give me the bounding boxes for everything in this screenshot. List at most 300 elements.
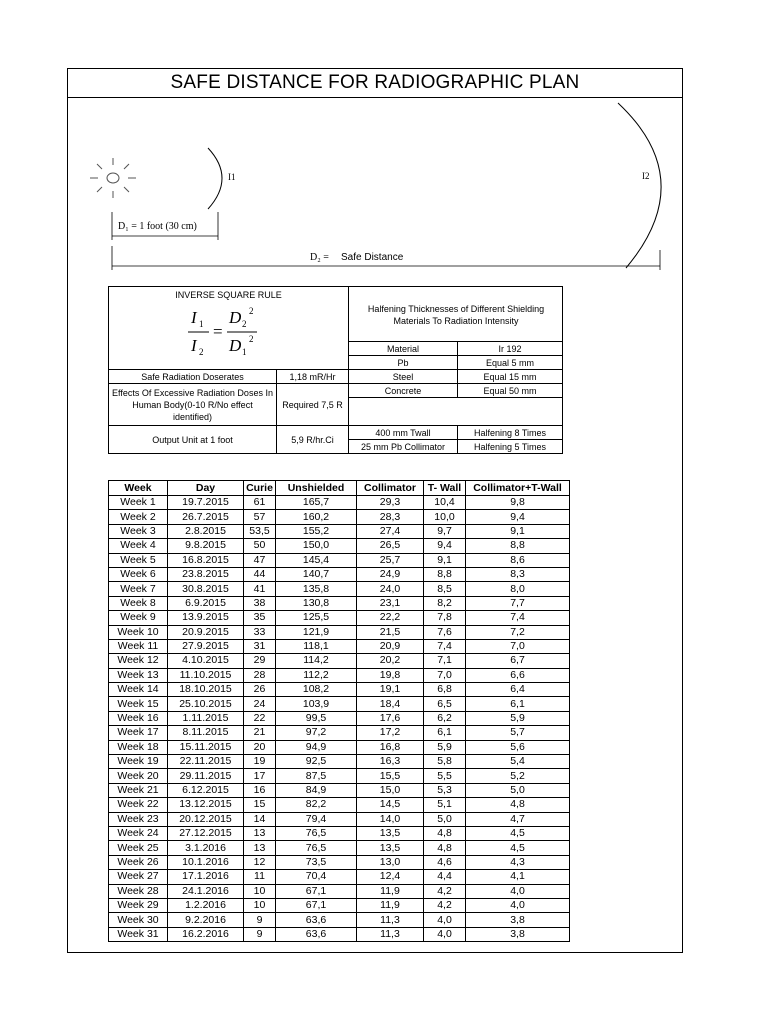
cell-unshielded: 63,6 [276, 927, 357, 941]
cell-day: 25.10.2015 [168, 697, 244, 711]
cell-collimator-t-wall: 9,4 [466, 510, 570, 524]
cell-day: 8.11.2015 [168, 726, 244, 740]
cell-unshielded: 82,2 [276, 798, 357, 812]
cell-t-wall: 9,4 [424, 539, 466, 553]
table-row [109, 524, 570, 538]
header-day: Day [168, 481, 244, 496]
cell-collimator: 19,8 [357, 668, 424, 682]
cell-unshielded: 140,7 [276, 567, 357, 581]
cell-collimator: 24,0 [357, 582, 424, 596]
table-row [109, 870, 570, 884]
cell-collimator-t-wall: 4,8 [466, 798, 570, 812]
cell-unshielded: 76,5 [276, 826, 357, 840]
cell-week: Week 6 [109, 567, 168, 581]
collimator-label: 25 mm Pb Collimator [348, 439, 458, 454]
material-concrete: Concrete [348, 383, 458, 398]
cell-week: Week 18 [109, 740, 168, 754]
distance-diagram [0, 0, 768, 290]
cell-curie: 47 [244, 553, 276, 567]
cell-collimator: 15,0 [357, 783, 424, 797]
cell-collimator: 11,9 [357, 898, 424, 912]
table-row [109, 769, 570, 783]
table-row [109, 740, 570, 754]
cell-day: 19.7.2015 [168, 496, 244, 510]
cell-week: Week 7 [109, 582, 168, 596]
cell-curie: 28 [244, 668, 276, 682]
cell-week: Week 26 [109, 855, 168, 869]
cell-t-wall: 5,5 [424, 769, 466, 783]
cell-t-wall: 4,6 [424, 855, 466, 869]
cell-curie: 31 [244, 639, 276, 653]
formula-d2-sub: 2 [241, 319, 246, 329]
table-row [109, 812, 570, 826]
cell-collimator-t-wall: 6,7 [466, 654, 570, 668]
cell-collimator: 12,4 [357, 870, 424, 884]
cell-curie: 61 [244, 496, 276, 510]
cell-unshielded: 114,2 [276, 654, 357, 668]
table-row [109, 611, 570, 625]
cell-curie: 13 [244, 826, 276, 840]
cell-unshielded: 108,2 [276, 683, 357, 697]
cell-day: 6.9.2015 [168, 596, 244, 610]
table-row [109, 855, 570, 869]
formula-i1-sub: 1 [198, 319, 203, 329]
cell-t-wall: 7,6 [424, 625, 466, 639]
material-pb: Pb [348, 355, 458, 370]
cell-curie: 22 [244, 711, 276, 725]
cell-collimator-t-wall: 6,1 [466, 697, 570, 711]
cell-unshielded: 112,2 [276, 668, 357, 682]
cell-unshielded: 150,0 [276, 539, 357, 553]
cell-collimator: 13,5 [357, 841, 424, 855]
cell-unshielded: 99,5 [276, 711, 357, 725]
cell-unshielded: 118,1 [276, 639, 357, 653]
cell-collimator-t-wall: 8,8 [466, 539, 570, 553]
header-t-wall: T- Wall [424, 481, 466, 496]
cell-unshielded: 67,1 [276, 884, 357, 898]
cell-day: 20.12.2015 [168, 812, 244, 826]
cell-week: Week 1 [109, 496, 168, 510]
cell-t-wall: 6,1 [424, 726, 466, 740]
label-i2: I2 [642, 171, 650, 181]
cell-collimator-t-wall: 5,7 [466, 726, 570, 740]
cell-collimator: 26,5 [357, 539, 424, 553]
collimator-value: Halfening 5 Times [457, 439, 563, 454]
cell-day: 11.10.2015 [168, 668, 244, 682]
cell-unshielded: 94,9 [276, 740, 357, 754]
table-row [109, 668, 570, 682]
cell-curie: 13 [244, 841, 276, 855]
cell-collimator-t-wall: 7,2 [466, 625, 570, 639]
cell-collimator-t-wall: 4,0 [466, 884, 570, 898]
cell-week: Week 27 [109, 870, 168, 884]
cell-curie: 50 [244, 539, 276, 553]
table-row [109, 596, 570, 610]
cell-collimator: 20,9 [357, 639, 424, 653]
cell-collimator: 14,0 [357, 812, 424, 826]
inverse-square-title: INVERSE SQUARE RULE [175, 290, 282, 300]
cell-curie: 9 [244, 913, 276, 927]
output-value: 5,9 R/hr.Ci [276, 425, 349, 454]
cell-week: Week 21 [109, 783, 168, 797]
formula-i1: I [190, 308, 197, 327]
cell-day: 10.1.2016 [168, 855, 244, 869]
cell-collimator-t-wall: 5,6 [466, 740, 570, 754]
cell-unshielded: 160,2 [276, 510, 357, 524]
cell-t-wall: 6,8 [424, 683, 466, 697]
table-row [109, 625, 570, 639]
cell-collimator: 23,1 [357, 596, 424, 610]
cell-unshielded: 125,5 [276, 611, 357, 625]
material-steel: Steel [348, 369, 458, 384]
cell-collimator: 24,9 [357, 567, 424, 581]
cell-curie: 38 [244, 596, 276, 610]
table-row [109, 841, 570, 855]
cell-collimator-t-wall: 7,4 [466, 611, 570, 625]
halfening-title: Halfening Thicknesses of Different Shielding Materials To Radiation Intensity [348, 287, 563, 342]
cell-t-wall: 8,2 [424, 596, 466, 610]
cell-collimator-t-wall: 4,3 [466, 855, 570, 869]
cell-collimator: 25,7 [357, 553, 424, 567]
cell-collimator-t-wall: 6,6 [466, 668, 570, 682]
cell-collimator: 18,4 [357, 697, 424, 711]
cell-unshielded: 130,8 [276, 596, 357, 610]
cell-day: 9.8.2015 [168, 539, 244, 553]
label-i1: I1 [228, 172, 236, 182]
cell-t-wall: 4,8 [424, 826, 466, 840]
effects-value: Required 7,5 R [276, 383, 349, 426]
cell-unshielded: 70,4 [276, 870, 357, 884]
intensity-arc-i2 [618, 103, 661, 268]
cell-curie: 9 [244, 927, 276, 941]
table-row [109, 711, 570, 725]
cell-week: Week 20 [109, 769, 168, 783]
cell-t-wall: 10,0 [424, 510, 466, 524]
table-row [109, 913, 570, 927]
cell-day: 2.8.2015 [168, 524, 244, 538]
table-row [109, 783, 570, 797]
cell-curie: 10 [244, 884, 276, 898]
cell-collimator-t-wall: 3,8 [466, 913, 570, 927]
cell-day: 4.10.2015 [168, 654, 244, 668]
header-curie: Curie [244, 481, 276, 496]
inverse-square-formula [179, 305, 279, 359]
cell-week: Week 3 [109, 524, 168, 538]
cell-t-wall: 5,9 [424, 740, 466, 754]
cell-t-wall: 9,1 [424, 553, 466, 567]
cell-week: Week 16 [109, 711, 168, 725]
cell-t-wall: 7,4 [424, 639, 466, 653]
cell-week: Week 25 [109, 841, 168, 855]
cell-collimator: 15,5 [357, 769, 424, 783]
cell-collimator-t-wall: 5,2 [466, 769, 570, 783]
cell-curie: 14 [244, 812, 276, 826]
cell-collimator: 16,3 [357, 755, 424, 769]
cell-curie: 29 [244, 654, 276, 668]
table-row [109, 726, 570, 740]
material-pb-value: Equal 5 mm [457, 355, 563, 370]
cell-day: 22.11.2015 [168, 755, 244, 769]
cell-collimator: 11,3 [357, 913, 424, 927]
cell-collimator-t-wall: 5,9 [466, 711, 570, 725]
info-box [108, 286, 563, 454]
cell-collimator-t-wall: 4,5 [466, 841, 570, 855]
cell-day: 17.1.2016 [168, 870, 244, 884]
cell-week: Week 15 [109, 697, 168, 711]
cell-unshielded: 92,5 [276, 755, 357, 769]
cell-day: 30.8.2015 [168, 582, 244, 596]
cell-unshielded: 67,1 [276, 898, 357, 912]
cell-unshielded: 121,9 [276, 625, 357, 639]
cell-t-wall: 6,5 [424, 697, 466, 711]
cell-collimator: 13,5 [357, 826, 424, 840]
cell-day: 1.2.2016 [168, 898, 244, 912]
table-row [109, 582, 570, 596]
cell-week: Week 17 [109, 726, 168, 740]
cell-collimator: 17,2 [357, 726, 424, 740]
cell-collimator-t-wall: 5,0 [466, 783, 570, 797]
intensity-arc-i1 [208, 148, 222, 209]
cell-unshielded: 84,9 [276, 783, 357, 797]
safe-doserates-label: Safe Radiation Doserates [108, 369, 277, 384]
cell-t-wall: 5,3 [424, 783, 466, 797]
cell-day: 23.8.2015 [168, 567, 244, 581]
label-safe-distance: Safe Distance [341, 252, 404, 263]
cell-week: Week 9 [109, 611, 168, 625]
label-d2: D₂ = [310, 252, 329, 263]
cell-curie: 17 [244, 769, 276, 783]
table-row [109, 639, 570, 653]
table-row [109, 927, 570, 941]
table-row [109, 654, 570, 668]
cell-week: Week 5 [109, 553, 168, 567]
effects-label: Effects Of Excessive Radiation Doses In Human Body(0-10 R/No effect identified) [108, 383, 277, 426]
cell-day: 1.11.2015 [168, 711, 244, 725]
cell-collimator: 16,8 [357, 740, 424, 754]
cell-curie: 35 [244, 611, 276, 625]
cell-curie: 24 [244, 697, 276, 711]
header-collimator-t-wall: Collimator+T-Wall [466, 481, 570, 496]
table-row [109, 826, 570, 840]
cell-curie: 12 [244, 855, 276, 869]
cell-curie: 15 [244, 798, 276, 812]
cell-day: 6.12.2015 [168, 783, 244, 797]
cell-t-wall: 4,2 [424, 884, 466, 898]
cell-curie: 33 [244, 625, 276, 639]
page-title: SAFE DISTANCE FOR RADIOGRAPHIC PLAN [68, 69, 682, 98]
cell-day: 3.1.2016 [168, 841, 244, 855]
cell-unshielded: 97,2 [276, 726, 357, 740]
cell-day: 27.12.2015 [168, 826, 244, 840]
table-row [109, 510, 570, 524]
cell-day: 20.9.2015 [168, 625, 244, 639]
cell-collimator-t-wall: 8,3 [466, 567, 570, 581]
cell-curie: 10 [244, 898, 276, 912]
table-row [109, 798, 570, 812]
cell-week: Week 12 [109, 654, 168, 668]
cell-week: Week 28 [109, 884, 168, 898]
cell-t-wall: 7,8 [424, 611, 466, 625]
cell-collimator-t-wall: 4,1 [466, 870, 570, 884]
cell-t-wall: 4,8 [424, 841, 466, 855]
cell-week: Week 22 [109, 798, 168, 812]
cell-week: Week 29 [109, 898, 168, 912]
cell-day: 13.9.2015 [168, 611, 244, 625]
safe-doserates-value: 1,18 mR/Hr [276, 369, 349, 384]
table-row [109, 496, 570, 510]
cell-t-wall: 4,4 [424, 870, 466, 884]
cell-collimator-t-wall: 6,4 [466, 683, 570, 697]
isotope-header: Ir 192 [457, 341, 563, 356]
cell-week: Week 10 [109, 625, 168, 639]
cell-curie: 21 [244, 726, 276, 740]
cell-collimator-t-wall: 9,1 [466, 524, 570, 538]
cell-collimator: 20,2 [357, 654, 424, 668]
label-d1: D₁ = 1 foot (30 cm) [118, 221, 197, 232]
table-row [109, 683, 570, 697]
formula-equals: = [212, 322, 223, 341]
cell-curie: 41 [244, 582, 276, 596]
table-row [109, 755, 570, 769]
cell-day: 13.12.2015 [168, 798, 244, 812]
table-row [109, 884, 570, 898]
cell-week: Week 13 [109, 668, 168, 682]
inverse-square-section [109, 287, 348, 371]
cell-collimator-t-wall: 9,8 [466, 496, 570, 510]
cell-t-wall: 9,7 [424, 524, 466, 538]
cell-collimator: 17,6 [357, 711, 424, 725]
cell-curie: 16 [244, 783, 276, 797]
cell-curie: 44 [244, 567, 276, 581]
cell-day: 16.8.2015 [168, 553, 244, 567]
formula-d1-sup: 2 [248, 334, 253, 344]
table-row [109, 898, 570, 912]
cell-collimator: 21,5 [357, 625, 424, 639]
cell-curie: 19 [244, 755, 276, 769]
formula-d1-sub: 1 [241, 347, 246, 357]
cell-day: 16.2.2016 [168, 927, 244, 941]
cell-t-wall: 5,1 [424, 798, 466, 812]
cell-day: 29.11.2015 [168, 769, 244, 783]
cell-collimator: 19,1 [357, 683, 424, 697]
header-unshielded: Unshielded [276, 481, 357, 496]
material-steel-value: Equal 15 mm [457, 369, 563, 384]
twall-value: Halfening 8 Times [457, 425, 563, 440]
material-header: Material [348, 341, 458, 356]
cell-t-wall: 8,8 [424, 567, 466, 581]
cell-unshielded: 79,4 [276, 812, 357, 826]
cell-curie: 11 [244, 870, 276, 884]
cell-week: Week 4 [109, 539, 168, 553]
twall-label: 400 mm Twall [348, 425, 458, 440]
formula-i2-sub: 2 [198, 347, 203, 357]
output-label: Output Unit at 1 foot [108, 425, 277, 454]
cell-collimator-t-wall: 4,5 [466, 826, 570, 840]
cell-collimator-t-wall: 7,0 [466, 639, 570, 653]
cell-day: 26.7.2015 [168, 510, 244, 524]
cell-collimator: 29,3 [357, 496, 424, 510]
formula-d2: D [228, 308, 241, 327]
cell-unshielded: 135,8 [276, 582, 357, 596]
cell-t-wall: 7,1 [424, 654, 466, 668]
cell-collimator: 14,5 [357, 798, 424, 812]
cell-collimator: 11,3 [357, 927, 424, 941]
header-collimator: Collimator [357, 481, 424, 496]
table-row [109, 567, 570, 581]
formula-d2-sup: 2 [248, 306, 253, 316]
material-concrete-value: Equal 50 mm [457, 383, 563, 398]
cell-curie: 53,5 [244, 524, 276, 538]
cell-week: Week 31 [109, 927, 168, 941]
cell-unshielded: 165,7 [276, 496, 357, 510]
formula-d1: D [228, 336, 241, 355]
cell-week: Week 19 [109, 755, 168, 769]
cell-collimator-t-wall: 8,0 [466, 582, 570, 596]
table-body [109, 496, 570, 942]
cell-collimator: 11,9 [357, 884, 424, 898]
table-header-row [109, 481, 570, 496]
cell-collimator: 13,0 [357, 855, 424, 869]
cell-collimator-t-wall: 5,4 [466, 755, 570, 769]
cell-day: 9.2.2016 [168, 913, 244, 927]
cell-day: 18.10.2015 [168, 683, 244, 697]
cell-week: Week 24 [109, 826, 168, 840]
cell-collimator-t-wall: 4,7 [466, 812, 570, 826]
cell-unshielded: 73,5 [276, 855, 357, 869]
cell-t-wall: 10,4 [424, 496, 466, 510]
cell-collimator-t-wall: 8,6 [466, 553, 570, 567]
cell-curie: 57 [244, 510, 276, 524]
cell-t-wall: 5,0 [424, 812, 466, 826]
cell-unshielded: 103,9 [276, 697, 357, 711]
cell-unshielded: 145,4 [276, 553, 357, 567]
cell-unshielded: 155,2 [276, 524, 357, 538]
cell-collimator-t-wall: 7,7 [466, 596, 570, 610]
cell-unshielded: 76,5 [276, 841, 357, 855]
cell-day: 27.9.2015 [168, 639, 244, 653]
cell-unshielded: 87,5 [276, 769, 357, 783]
cell-curie: 26 [244, 683, 276, 697]
cell-week: Week 14 [109, 683, 168, 697]
cell-week: Week 2 [109, 510, 168, 524]
table-row [109, 697, 570, 711]
cell-week: Week 8 [109, 596, 168, 610]
cell-collimator-t-wall: 3,8 [466, 927, 570, 941]
cell-collimator: 28,3 [357, 510, 424, 524]
cell-t-wall: 4,0 [424, 927, 466, 941]
cell-t-wall: 5,8 [424, 755, 466, 769]
cell-collimator: 27,4 [357, 524, 424, 538]
cell-unshielded: 63,6 [276, 913, 357, 927]
right-blank [348, 397, 563, 426]
cell-t-wall: 4,2 [424, 898, 466, 912]
formula-i2: I [190, 336, 197, 355]
cell-week: Week 11 [109, 639, 168, 653]
cell-week: Week 23 [109, 812, 168, 826]
cell-t-wall: 7,0 [424, 668, 466, 682]
table-row [109, 539, 570, 553]
header-week: Week [109, 481, 168, 496]
cell-t-wall: 8,5 [424, 582, 466, 596]
cell-week: Week 30 [109, 913, 168, 927]
cell-day: 15.11.2015 [168, 740, 244, 754]
cell-collimator-t-wall: 4,0 [466, 898, 570, 912]
decay-table [108, 480, 570, 942]
cell-t-wall: 4,0 [424, 913, 466, 927]
radiation-source-icon [90, 158, 136, 198]
cell-day: 24.1.2016 [168, 884, 244, 898]
cell-collimator: 22,2 [357, 611, 424, 625]
